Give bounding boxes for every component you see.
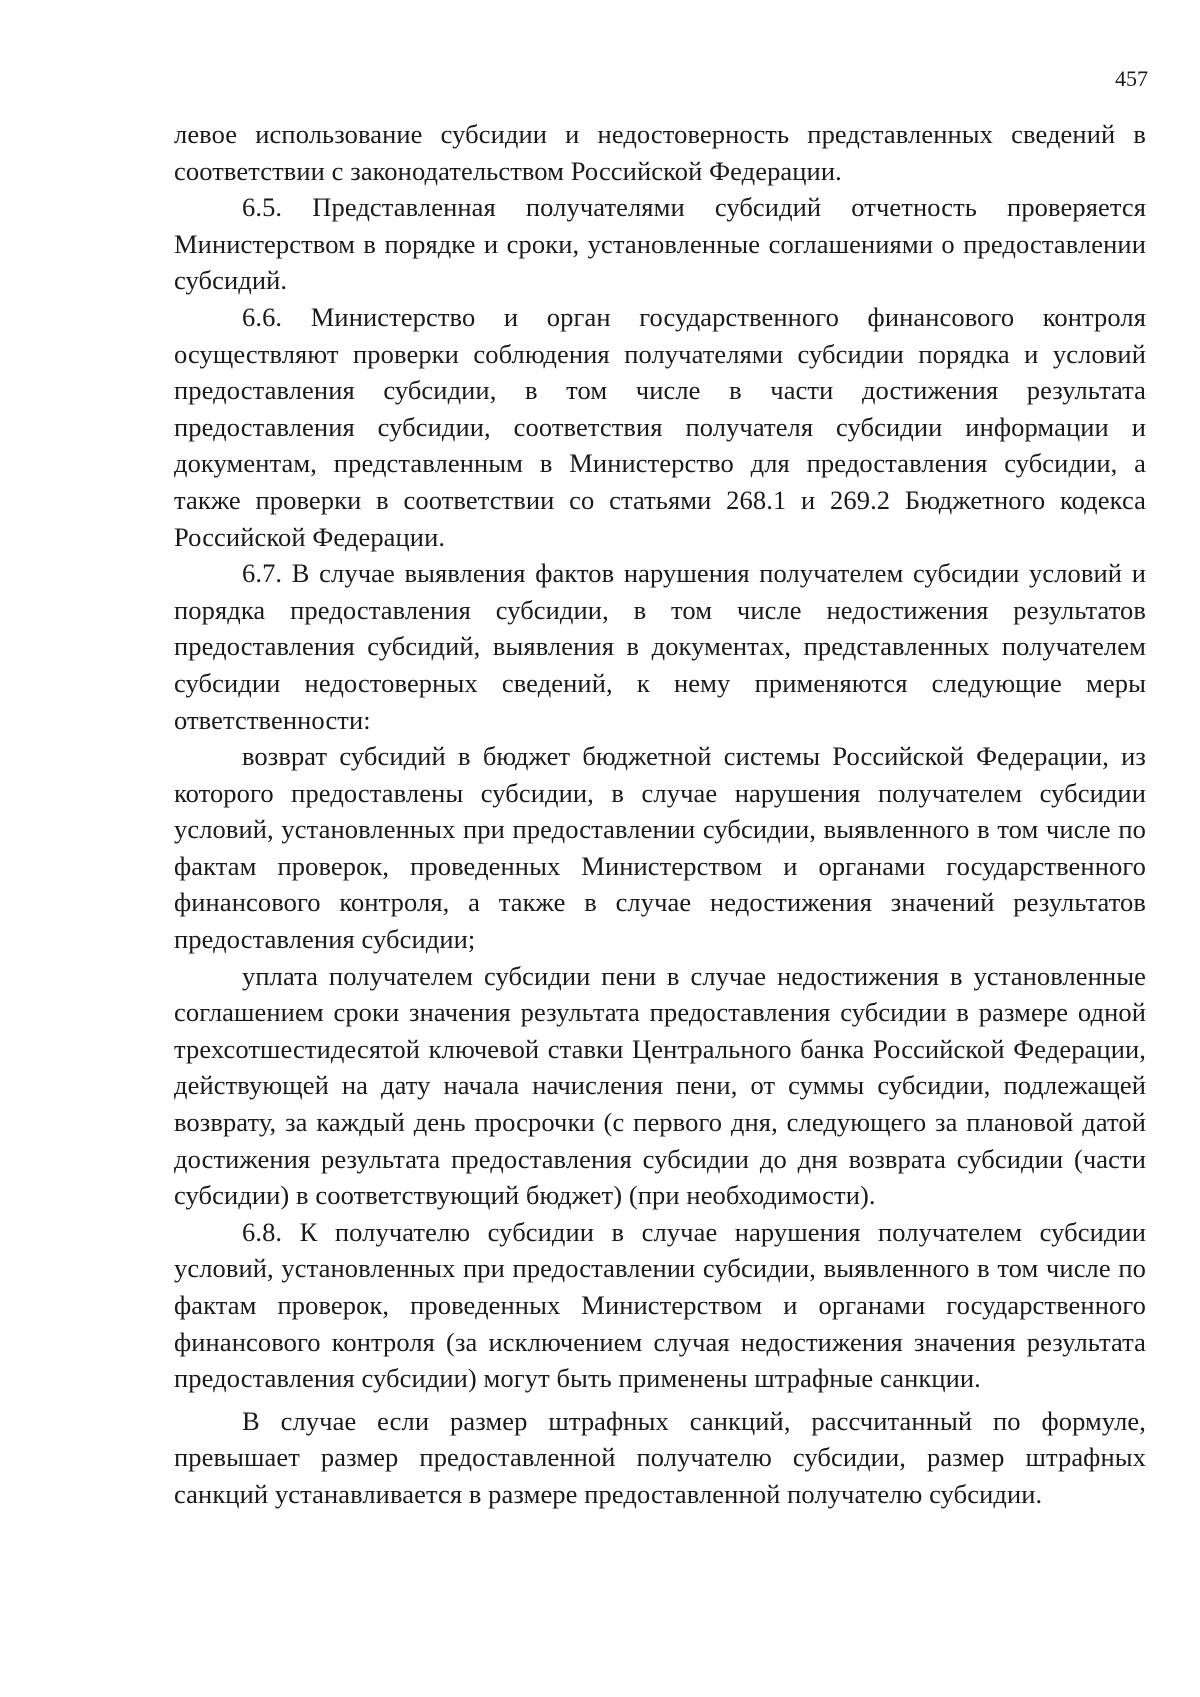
page-number: 457	[1115, 66, 1148, 91]
paragraph-6-6: 6.6. Министерство и орган государственного финансового контроля осуществляют проверки соблюдения получателями субсидии порядка и условий предоставления субсидии, в том числе в части достижения результата предоставления субсидии, соответствия получателя субсидии информации и документам, представленным в Министерство для предоставления субсидии, а также проверки в соответствии со статьями 268.1 и 269.2 Бюджетного кодекса Российской Федерации.	[174, 301, 1146, 552]
paragraph-fine-limit: В случае если размер штрафных санкций, рассчитанный по формуле, превышает размер предоставленной получателю субсидии, размер штрафных санкций устанавливается в размере предоставленной получателю субсидии.	[174, 1405, 1146, 1509]
paragraph-refund-measure: возврат субсидий в бюджет бюджетной системы Российской Федерации, из которого предоставлены субсидии, в случае нарушения получателем субсидии условий, установленных при предоставлении субсидии, выявленного в том числе по фактам проверок, проведенных Министерством и органами государственного финансового контроля, а также в случае недостижения значений результатов предоставления субсидии;	[174, 741, 1146, 955]
paragraph-penalty-measure: уплата получателем субсидии пени в случае недостижения в установленные соглашением сроки значения результата предоставления субсидии в размере одной трехсотшестидесятой ключевой ставки Центрального банка Российской Федерации, действующей на дату начала начисления пени, от суммы субсидии, подлежащей возврату, за каждый день просрочки (с первого дня, следующего за плановой датой достижения результата предоставления субсидии до дня возврата субсидии (части субсидии) в соответствующий бюджет) (при необходимости).	[174, 960, 1146, 1211]
paragraph-6-7: 6.7. В случае выявления фактов нарушения получателем субсидии условий и порядка предоставления субсидии, в том числе недостижения результатов предоставления субсидий, выявления в документах, представленных получателем субсидии недостоверных сведений, к нему применяются следующие меры ответственности:	[174, 558, 1146, 735]
paragraph-6-5: 6.5. Представленная получателями субсидий отчетность проверяется Министерством в порядке и сроки, установленные соглашениями о предоставлении субсидий.	[174, 192, 1146, 296]
paragraph-6-8: 6.8. К получателю субсидии в случае нарушения получателем субсидии условий, установленных при предоставлении субсидии, выявленного в том числе по фактам проверок, проведенных Министерством и органами государственного финансового контроля (за исключением случая недостижения значения результата предоставления субсидии) могут быть применены штрафные санкции.	[174, 1216, 1146, 1394]
paragraph-continuation: левое использование субсидии и недостоверность представленных сведений в соответствии с законодательством Российской Федерации.	[174, 119, 1146, 186]
document-body	[174, 116, 1146, 1513]
